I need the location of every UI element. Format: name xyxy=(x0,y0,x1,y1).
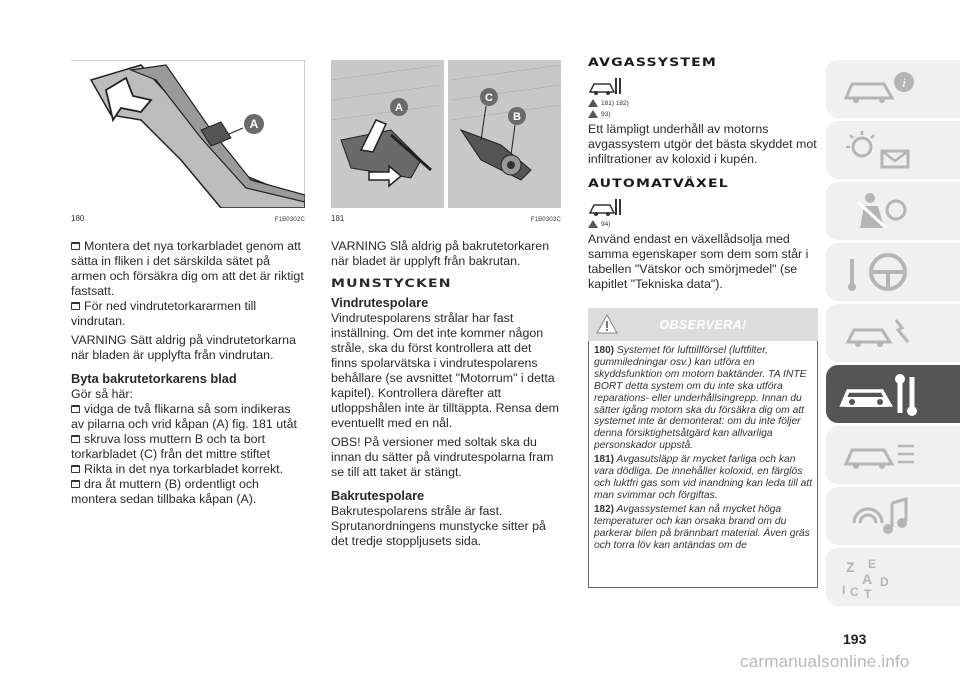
checkbox-bullet-icon xyxy=(71,405,80,413)
car-crash-icon xyxy=(838,310,922,356)
subsection-heading: Vindrutespolare xyxy=(331,295,429,310)
paragraph: Använd endast en växellådsolja med samma egenskaper som dem som står i tabellen "Vätskor och smörjmedel" (se kapitlet "Tekniska data"). xyxy=(588,232,809,291)
tab-technical-data[interactable] xyxy=(826,426,960,484)
car-tech-data-icon xyxy=(838,432,922,478)
paragraph: Ett lämpligt underhåll av motorns avgassystem utgör det bästa skyddet mot infiltrationer av koloxid i kupén. xyxy=(588,122,817,166)
svg-text:A: A xyxy=(395,102,403,114)
checkbox-bullet-icon xyxy=(71,480,80,488)
figure-181-caption xyxy=(331,211,561,223)
note-references xyxy=(588,110,818,118)
checkbox-bullet-icon xyxy=(71,465,80,473)
rear-wiper-illustration xyxy=(331,60,561,208)
figure-number: 181 xyxy=(331,214,345,223)
checkbox-bullet-icon xyxy=(71,242,80,250)
warning-text: VARNING Sätt aldrig på vindrutetorkarna när bladen är upplyfta från vindrutan. xyxy=(71,333,296,362)
reference-numbers: 93) xyxy=(601,110,611,118)
checkbox-bullet-icon xyxy=(71,302,80,310)
alphabetical-index-icon xyxy=(838,554,922,600)
multimedia-icon xyxy=(838,493,922,539)
dashboard-lights-icon xyxy=(838,127,922,173)
svg-text:E: E xyxy=(868,557,877,571)
figure-code: F1B0303C xyxy=(530,217,561,223)
figure-180 xyxy=(71,60,305,208)
section-heading: Byta bakrutetorkarens blad xyxy=(71,371,237,386)
tab-service-maintenance[interactable] xyxy=(826,365,960,423)
tab-index[interactable] xyxy=(826,548,960,606)
list-item xyxy=(71,299,305,329)
figure-code: F1B0302C xyxy=(274,217,305,223)
maintenance-icon-row xyxy=(588,197,818,217)
reference-numbers: 181) 182) xyxy=(601,99,629,107)
svg-text:C: C xyxy=(850,585,859,599)
note-references xyxy=(588,220,818,228)
note-text: Avgassystemet kan nå mycket höga temperaturer och kan orsaka brand om du parkerar bilen på brännbart material. Även gräs och torra löv kan antändas om de xyxy=(594,503,810,551)
tab-multimedia[interactable] xyxy=(826,487,960,545)
svg-text:T: T xyxy=(864,587,872,600)
page-number: 193 xyxy=(843,631,867,647)
paragraph: Bakrutespolarens stråle är fast. Sprutanordningens munstycke sitter på det tredje stoppljusets sida. xyxy=(331,504,546,548)
intro-text: Gör så här: xyxy=(71,387,133,401)
tab-safety[interactable] xyxy=(826,182,960,240)
list-item-text: Montera det nya torkarbladet genom att sätta in fliken i det särskilda sätet på armen och försäkra dig om att det är riktigt fastsatt. xyxy=(71,239,304,298)
list-item-text: För ned vindrutetorkararmen till vindrutan. xyxy=(71,299,257,328)
section-heading: MUNSTYCKEN xyxy=(331,277,452,291)
figure-181 xyxy=(331,60,561,208)
warning-triangle-icon xyxy=(588,220,598,228)
paragraph: Vindrutespolarens strålar har fast inställning. Om det inte kommer någon stråle, ska du först kontrollera att det finns spolarvätska i vindrutespolarens behållare (se avsnittet "Motorrum" i detta kapitel). Kontrollera därefter att utloppshålen inte är tilltäppta. Rensa dem eventuellt med en nål. xyxy=(331,311,559,430)
paragraph: OBS! På versioner med soltak ska du innan du sätter på vindrutespolarna fram se till att taket är stängt. xyxy=(331,435,554,479)
maintenance-icon-row xyxy=(588,76,818,96)
figure-180-caption xyxy=(71,211,305,223)
footer-watermark[interactable]: carmanualsonline.info xyxy=(740,652,910,671)
note-text: Avgasutsläpp är mycket farliga och kan vara dödliga. De innehåller koloxid, en färglös och luktfri gas som vid inandning kan leda till att man svimmar och förgiftas. xyxy=(594,454,813,501)
reference-numbers: 94) xyxy=(601,220,611,228)
warning-note xyxy=(594,504,813,552)
observera-box xyxy=(588,341,818,588)
warning-note xyxy=(594,345,813,452)
column-1 xyxy=(71,0,305,507)
list-item-text: dra åt muttern (B) ordentligt och montera sedan tillbaka kåpan (A). xyxy=(71,477,259,506)
list-item xyxy=(71,462,305,477)
car-maintenance-wrench-icon xyxy=(838,371,922,417)
column-2 xyxy=(331,0,561,549)
note-text: Systemet för lufttillförsel (luftfilter, gummiledningar osv.) kan utföra en skyddsfunktion om motorn baktänder. TA INTE BORT detta system om du inte ska utföra reparations- eller underhållsingrepp. Innan du sätter igång motorn ska du försäkra dig om att systemet inte är demonterat: om du inte följer denna försiktighetsåtgärd kan allvarliga personskador uppstå. xyxy=(594,345,807,452)
warning-references xyxy=(588,99,818,107)
section-heading: AVGASSYSTEM xyxy=(588,56,718,70)
warning-text: VARNING Slå aldrig på bakrutetorkaren när bladet är upplyft från bakrutan. xyxy=(331,239,550,268)
warning-triangle-icon xyxy=(588,110,598,118)
list-item xyxy=(71,432,305,462)
list-item-text: Rikta in det nya torkarbladet korrekt. xyxy=(84,462,284,476)
car-wrench-icon xyxy=(588,197,624,217)
warning-triangle-icon xyxy=(588,99,598,107)
list-item xyxy=(71,239,305,299)
svg-text:Z: Z xyxy=(846,559,855,575)
note-number: 182) xyxy=(594,503,615,515)
svg-text:D: D xyxy=(880,575,889,589)
tab-dashboard-lights[interactable] xyxy=(826,121,960,179)
observera-title: OBSERVERA! xyxy=(659,317,747,332)
svg-text:A: A xyxy=(862,571,873,587)
car-info-icon xyxy=(838,66,922,112)
section-heading: AUTOMATVÄXEL xyxy=(588,177,729,191)
note-number: 180) xyxy=(594,345,615,356)
list-item xyxy=(71,477,305,507)
note-number: 181) xyxy=(594,454,615,466)
svg-text:C: C xyxy=(485,92,493,104)
svg-text:A: A xyxy=(249,117,259,131)
column-3 xyxy=(588,0,818,588)
wiper-arm-illustration xyxy=(71,60,305,208)
svg-text:B: B xyxy=(513,111,521,123)
tab-start-driving[interactable] xyxy=(826,243,960,301)
airbag-safety-icon xyxy=(838,188,922,234)
list-item xyxy=(71,402,305,432)
warning-triangle-icon xyxy=(596,314,618,334)
figure-number: 180 xyxy=(71,214,85,223)
svg-text:i: i xyxy=(902,75,906,90)
steering-wheel-icon xyxy=(838,249,922,295)
warning-note xyxy=(594,454,813,502)
tab-emergency[interactable] xyxy=(826,304,960,362)
car-wrench-icon xyxy=(588,76,624,96)
checkbox-bullet-icon xyxy=(71,435,80,443)
tab-car-info[interactable] xyxy=(826,60,960,118)
list-item-text: vidga de två flikarna så som indikeras av pilarna och vrid kåpan (A) fig. 181 utåt xyxy=(71,402,297,431)
list-item-text: skruva loss muttern B och ta bort torkarbladet (C) från det mittre stiftet xyxy=(71,432,271,461)
chapter-tabs xyxy=(826,60,960,609)
observera-header xyxy=(588,308,818,341)
svg-text:I: I xyxy=(842,583,846,597)
subsection-heading: Bakrutespolare xyxy=(331,488,425,503)
